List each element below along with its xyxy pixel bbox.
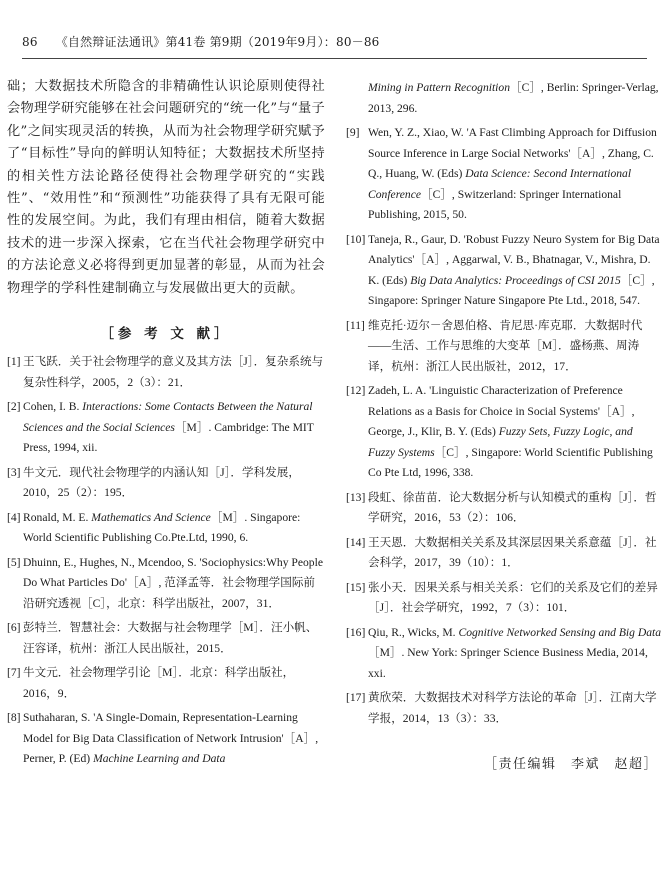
reference-item xyxy=(7,553,325,615)
reference-item xyxy=(346,381,662,484)
reference-number: [9] xyxy=(346,126,360,139)
reference-number: [16] xyxy=(346,625,366,639)
reference-segment: 维克托·迈尔－舍恩伯格、肯尼思·库克耶．大数据时代——生活、工作与思维的大变革［M］．盛杨燕、周涛译，杭州：浙江人民出版社，2012，17． xyxy=(368,318,643,373)
reference-segment: ［C］, Switzerland: Springer International Publishing, 2015, 50. xyxy=(368,187,622,221)
reference-segment: 段虹、徐苗苗．论大数据分析与认知模式的重构［J］．哲学研究，2016，53（2）：106． xyxy=(368,490,657,524)
left-column xyxy=(7,76,325,774)
header-rule xyxy=(22,58,647,59)
reference-text xyxy=(23,352,325,393)
reference-title-italic: Machine Learning and Data xyxy=(93,752,226,766)
reference-segment: ［M］. New York: Springer Science Business Media, 2014, xxi. xyxy=(368,646,648,680)
reference-number: [14] xyxy=(346,535,366,549)
reference-number: [5] xyxy=(7,555,21,569)
reference-text xyxy=(23,553,325,615)
reference-item xyxy=(7,397,325,459)
reference-segment: Ronald, M. E. xyxy=(23,510,92,524)
reference-item xyxy=(346,78,662,119)
reference-number: [1] xyxy=(7,355,21,369)
conclusion-paragraph: 础；大数据技术所隐含的非精确性认识论原则使得社会物理学研究能够在社会问题研究的“统一化”与“量子化”之间实现灵活的转换，从而为社会物理学研究赋予了“目标性”导向的鲜明认知特征；大数据技术所坚持的相关性方法论路径使得社会物理学研究的“实践性”、“效用性”和“预测性”功能获得了具有无限可能性的发展空间。为此，我们有理由相信，随着大数据技术的进一步深入探索，它在当代社会物理学研究中的方法论意义必将得到更加显著的彰显，从而为社会物理学的学科性建制确立与发展做出更大的贡献。 xyxy=(7,79,325,296)
reference-number: [4] xyxy=(7,510,21,524)
reference-segment: 王天恩．大数据相关关系及其深层因果关系意蕴［J］．社会科学，2017，39（10）：1． xyxy=(368,535,657,569)
reference-segment: Cohen, I. B. xyxy=(23,400,83,414)
reference-item xyxy=(346,623,662,685)
reference-title-italic: Big Data Analytics: Proceedings of CSI 2015 xyxy=(410,273,621,287)
reference-segment: 王飞跃．关于社会物理学的意义及其方法［J］．复杂系统与复杂性科学，2005，2（3）：21． xyxy=(23,355,324,389)
reference-item xyxy=(346,533,662,574)
reference-number: [12] xyxy=(346,384,366,397)
reference-segment: Zadeh, L. A. 'Linguistic Characterization of Preference Relations as a Basis for Choice in Social Systems'［A］, George, J., Klir, B. Y. (Eds) xyxy=(368,384,635,438)
editor-credit: ［责任编辑 李斌 赵超］ xyxy=(483,757,658,772)
reference-segment: Qiu, R., Wicks, M. xyxy=(368,625,459,639)
reference-number: [2] xyxy=(7,400,21,414)
reference-title-italic: Cognitive Networked Sensing and Big Data xyxy=(458,625,662,639)
reference-item xyxy=(346,488,662,529)
reference-title-italic: Data Science: Second International Conference xyxy=(368,167,632,201)
reference-text xyxy=(368,533,662,574)
reference-title-italic: Interactions: Some Contacts Between the Natural Sciences and the Social Sciences xyxy=(23,400,313,434)
reference-segment: ［M］. Singapore: World Scientific Publishing Co.Pte.Ltd, 1990, 6. xyxy=(23,510,301,545)
reference-number: [8] xyxy=(7,711,21,725)
reference-text xyxy=(23,463,325,504)
reference-segment: ［M］. Cambridge: The MIT Press, 1994, xii. xyxy=(23,420,314,455)
reference-segment: Suthaharan, S. 'A Single-Domain, Representation-Learning Model for Big Data Classification of Network Intrusion'［A］, Perner, P. (Ed) xyxy=(23,711,319,766)
reference-number: [11] xyxy=(346,318,365,332)
reference-item xyxy=(346,316,662,378)
reference-text xyxy=(368,123,662,226)
reference-text xyxy=(23,663,325,704)
reference-text xyxy=(368,78,662,119)
reference-number: [6] xyxy=(7,621,21,635)
reference-number: [3] xyxy=(7,465,21,479)
page-header xyxy=(22,33,647,55)
references-heading: ［参 考 文 献］ xyxy=(100,326,232,343)
reference-text xyxy=(23,618,325,659)
reference-segment: 牛文元．现代社会物理学的内涵认知［J］．学科发展，2010，25（2）：195． xyxy=(23,465,300,500)
reference-item xyxy=(7,663,325,704)
reference-title-italic: Mathematics And Science xyxy=(91,510,211,524)
reference-segment: 张小天．因果关系与相关关系：它们的关系及它们的差异［J］．社会学研究，1992，7（3）：101． xyxy=(368,580,658,614)
reference-item xyxy=(7,463,325,504)
reference-number: [10] xyxy=(346,232,366,246)
reference-text xyxy=(368,316,662,378)
reference-title-italic: Mining in Pattern Recognition xyxy=(368,81,511,94)
reference-number: [17] xyxy=(346,691,366,704)
reference-item xyxy=(346,123,662,226)
reference-text xyxy=(368,688,662,729)
reference-segment: 彭特兰．智慧社会：大数据与社会物理学［M］．汪小帆、汪容译，杭州：浙江人民出版社，2015． xyxy=(23,621,318,655)
reference-text xyxy=(368,623,662,685)
reference-item xyxy=(7,708,325,770)
reference-item xyxy=(346,688,662,729)
reference-text xyxy=(368,488,662,529)
reference-segment: 黄欣荣．大数据技术对科学方法论的革命［J］．江南大学学报，2014，13（3）：33． xyxy=(368,691,657,725)
reference-item xyxy=(7,508,325,549)
reference-item xyxy=(7,352,325,393)
reference-title-italic: Fuzzy Sets, Fuzzy Logic, and Fuzzy Systems xyxy=(368,425,633,459)
reference-text xyxy=(368,230,662,312)
reference-text xyxy=(23,708,325,770)
references-list-right xyxy=(346,78,662,729)
reference-segment: 牛文元．社会物理学引论［M］．北京：科学出版社，2016，9． xyxy=(23,666,295,700)
reference-text xyxy=(368,578,662,619)
journal-citation-line: 《自然辩证法通讯》第41卷 第9期（2019年9月）：80－86 xyxy=(55,35,380,49)
reference-text xyxy=(23,508,325,549)
right-column xyxy=(346,78,662,772)
reference-text xyxy=(368,381,662,484)
reference-number: [7] xyxy=(7,666,21,680)
references-list-left xyxy=(7,352,325,770)
reference-segment: ［C］, Berlin: Springer-Verlag, 2013, 296. xyxy=(368,81,659,115)
reference-item xyxy=(7,618,325,659)
reference-segment: Wen, Y. Z., Xiao, W. 'A Fast Climbing Approach for Diffusion Source Inference in Large Social Networks'［A］, Zhang, C. Q., Huang, W. (Eds) xyxy=(368,126,657,180)
reference-segment: ［C］, Singapore: Springer Nature Singapore Pte Ltd., 2018, 547. xyxy=(368,273,655,307)
reference-segment: ［C］, Singapore: World Scientific Publishing Co Pte Ltd, 1996, 338. xyxy=(368,445,653,479)
reference-text xyxy=(23,397,325,459)
reference-item xyxy=(346,230,662,312)
reference-number: [13] xyxy=(346,490,366,504)
page-number: 86 xyxy=(22,35,38,49)
reference-number: [15] xyxy=(346,580,366,594)
reference-segment: Taneja, R., Gaur, D. 'Robust Fuzzy Neuro System for Big Data Analytics'［A］, Aggarwal, V. B., Bhatnagar, V., Mishra, D. K. (Eds) xyxy=(368,232,660,287)
reference-segment: Dhuinn, E., Hughes, N., Mcendoo, S. 'Sociophysics:Why People Do What Particles Do'［A］, 范泽孟等．社会物理学国际前沿研究透视［C］，北京：科学出版社，2007，31． xyxy=(23,555,323,610)
reference-item xyxy=(346,578,662,619)
